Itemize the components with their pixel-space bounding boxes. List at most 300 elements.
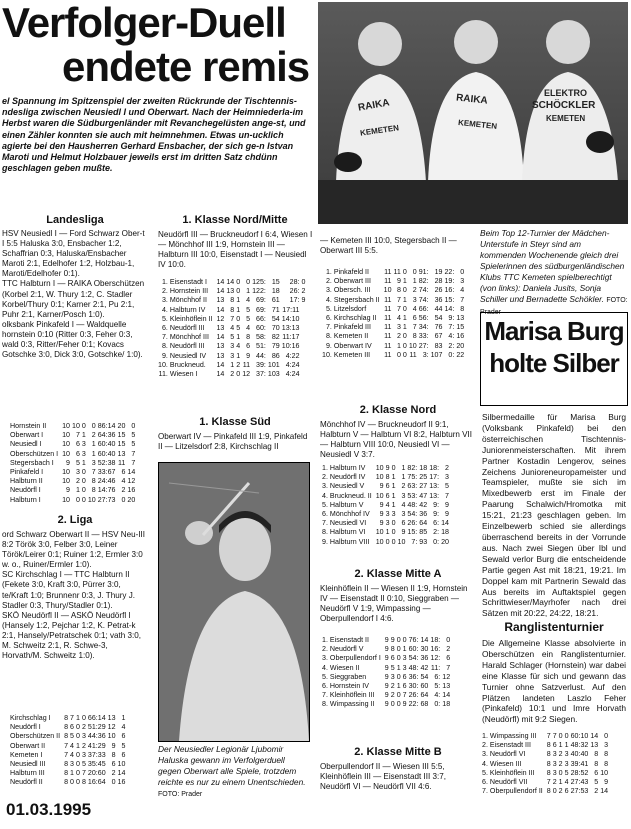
table-row — [10, 732, 127, 741]
table-cell: 64 — [419, 519, 428, 528]
klasse-mitte-a-results: Kleinhöflein II — Wiesen II 1:9, Hornstein IV — Eisenstadt II 0:10, Sieggraben — Neudörfl V 1:9, Wimpassing — Oberpullendorf I 4:6. — [320, 584, 468, 624]
table-row — [10, 723, 127, 732]
table-cell: 3 — [75, 468, 80, 477]
table-cell: 0 — [396, 654, 401, 663]
table-cell: 58: — [256, 333, 266, 342]
table-cell: 16: — [430, 645, 441, 654]
table-cell: 26: — [408, 691, 419, 700]
table-cell: 0 — [552, 787, 557, 796]
table-cell: 3 — [230, 342, 235, 351]
table-cell: 5. — [325, 304, 332, 313]
table-cell: 3 — [385, 519, 390, 528]
table-cell: 74: — [418, 286, 429, 295]
table-cell: 1. — [322, 636, 328, 644]
table-cell: 10 — [107, 732, 116, 741]
table-cell: 5 — [81, 760, 86, 769]
table-cell: 9 — [401, 528, 406, 537]
table-cell: 0 — [396, 350, 401, 359]
table-cell: 7 — [552, 732, 557, 740]
table-cell: 9 — [384, 636, 389, 644]
marisa-headline-line1: Marisa Burg — [484, 316, 624, 346]
table-cell: 48: — [408, 663, 419, 672]
table-row — [322, 314, 466, 323]
table-cell: 3 — [402, 654, 407, 663]
table-row — [322, 464, 451, 473]
table-cell: 13 — [456, 314, 465, 323]
table-cell: 0 — [75, 750, 80, 759]
table-cell: 4. — [161, 305, 168, 314]
table-cell: 6 — [552, 741, 557, 750]
table-cell: 70 — [271, 324, 280, 333]
table-cell: 103 — [267, 370, 280, 379]
table-cell: 0 — [236, 278, 241, 286]
table-cell: 83 — [434, 341, 443, 350]
table-cell: 4 — [385, 500, 390, 509]
table-cell: 4. — [325, 295, 332, 304]
shirt-text-raika-2: RAIKA — [455, 92, 489, 107]
table-cell: 7 — [546, 778, 551, 787]
table-cell: 3 — [401, 510, 406, 519]
table-cell: 6 — [121, 732, 126, 741]
table-cell: 3. — [325, 286, 332, 295]
table-cell — [302, 361, 308, 370]
table-cell: 0 — [236, 370, 241, 379]
table-cell: 6 — [121, 468, 126, 477]
table-cell: 6 — [401, 519, 406, 528]
table-cell: 60:40 — [97, 440, 116, 449]
table-cell: 0 — [236, 287, 241, 296]
table-row — [158, 315, 307, 324]
table-row — [322, 645, 452, 654]
table-row — [10, 769, 127, 778]
table-cell: 42 — [419, 500, 428, 509]
table-cell: 34: — [418, 323, 429, 332]
table-cell: 42 — [420, 663, 429, 672]
table-cell: 8 — [64, 714, 69, 722]
table-cell: Neudörfl III — [169, 342, 205, 351]
table-cell: 7. — [482, 787, 488, 796]
table-cell: 0 — [396, 645, 401, 654]
table-cell: 2 — [301, 287, 306, 296]
table-cell: 51: — [256, 342, 266, 351]
table-cell: 8. — [161, 342, 168, 351]
table-cell: 5 — [445, 482, 449, 491]
table-cell: 14 — [442, 691, 451, 700]
table-cell: 3 — [81, 750, 86, 759]
klasse-nord-results: Mönchhof IV — Bruckneudorf II 9:1, Halbturn V — Halbturn VI 8:2, Halbturn VII — Halbturn VIII 10:0, Neusiedl VI — Neusiedl V 3:7. — [320, 420, 473, 460]
table-cell: 10 — [375, 528, 384, 537]
table-row — [322, 691, 452, 700]
table-cell: 8 — [64, 723, 69, 732]
table-cell: 0: — [433, 537, 440, 546]
table-cell: 2. — [161, 287, 168, 296]
table-cell: 1 — [391, 500, 396, 509]
table-cell: 20:60 — [87, 769, 106, 778]
table-cell: 9 — [384, 691, 389, 700]
table-cell: 5. — [322, 500, 328, 509]
table-row — [10, 778, 127, 787]
table-cell: 0 — [396, 691, 401, 700]
table-cell: 7 — [75, 431, 80, 440]
table-row — [322, 323, 466, 332]
table-cell: 3. — [161, 296, 168, 305]
table-cell: 2 — [230, 370, 235, 379]
table-cell: 0 — [75, 760, 80, 769]
table-cell: 0 — [75, 723, 80, 732]
table-cell: 1 — [246, 287, 251, 296]
table-cell: 68 — [420, 700, 429, 709]
table-cell: 4 — [236, 342, 241, 351]
table-cell: 18: — [430, 636, 441, 644]
table-cell: 86:14 — [97, 422, 116, 430]
table-row — [322, 296, 466, 305]
table-cell: 3 — [396, 323, 401, 332]
table-cell: 3 — [564, 759, 569, 768]
table-cell: 0: — [434, 700, 441, 709]
table-row — [322, 332, 466, 341]
table-cell: 44: — [256, 351, 266, 360]
table-cell: 39:41 — [570, 759, 589, 768]
table-cell: 15: — [407, 528, 418, 537]
table-cell: 6 — [70, 723, 74, 732]
table-cell: 9 — [246, 351, 251, 360]
table-cell: Neudörfl II — [10, 778, 43, 787]
table-cell: 1 — [70, 769, 74, 778]
table-cell: 6: — [434, 672, 441, 681]
result-paragraph: HSV Neusiedl I — Ford Schwarz Ober-t I 5:5 Haluska 3:0, Ensbacher 1:2, Schaffrian 0:3, Haluska/Ensbacher Maroti 2:1, Edelhofer 1:2, Holzbau-1, Maroti/Edelhofer 0:1). — [2, 229, 145, 279]
table-cell: Halbturn IV — [329, 464, 366, 472]
table-cell: Hornstein II — [10, 422, 47, 430]
table-cell: 6 — [402, 682, 407, 691]
table-cell: 5 — [236, 324, 241, 333]
table-cell: 8 — [594, 750, 599, 759]
table-cell — [302, 315, 308, 324]
table-cell: 12 — [442, 672, 451, 681]
klasse-mitte-b-results: Oberpullendorf II — Wiesen III 5:5, Kleinhöflein III — Eisenstadt III 3:7, Neudörfl VI — Neudörfl VII 4:6. — [320, 762, 446, 792]
table-cell: 9 — [111, 741, 116, 750]
table-cell: 1 — [236, 351, 241, 360]
table-cell: 93 — [419, 537, 428, 546]
table-cell: 4: — [448, 332, 455, 341]
table-cell: 2: — [448, 341, 455, 350]
table-cell: 1 — [236, 296, 241, 305]
table-cell: 8 — [64, 778, 69, 787]
table-cell: 4 — [246, 296, 251, 305]
table-cell — [302, 306, 308, 315]
table-cell: 4 — [564, 778, 569, 787]
table-cell: 9 — [379, 500, 384, 509]
table-cell: 3 — [564, 750, 569, 759]
table-cell: 37: — [256, 370, 266, 379]
table-cell: 1 — [401, 473, 406, 482]
table-cell: 2 — [412, 286, 417, 295]
table-cell: 17:11 — [282, 305, 300, 314]
table-row — [10, 486, 137, 495]
table-cell: 1 — [401, 464, 406, 472]
intro-text: el Spannung im Spitzenspiel der zweiten Rückrunde der Tischtennis-ndesliga zwischen Neusiedl I und Oberwart. Nach der Heimniederla-im Herbst waren die Südburgenländer mit Revanchegelüsten ange-st, und einen Zähler konnten sie auch mit heimnehmen. Etwas un-ucklich agierte bei den Hausherren Gerhard Ensbacher, der sich ge-n Istvan Maroti und Helmut Holzbauer jeweils erst im dritten Satz chdünn geschlagen geben mußte. — [2, 96, 306, 174]
table-cell: 8 — [604, 750, 609, 759]
table-cell: 3 — [91, 458, 96, 467]
table-cell: 7. — [322, 691, 328, 700]
caption-text: Beim Top 12-Turnier der Mädchen-Unterstufe in Steyr sind am kommenden Wochenende gleich drei Spielerinnen des südburgenländischen Klubs TTC Kemeten spielberechtigt (von links): Daniela Jusits, Sonja Schiller und Bernadette Schökler. — [480, 228, 625, 304]
table-cell: 9 — [396, 277, 401, 286]
klasse-mitte-b-title: 2. Klasse Mitte B — [354, 746, 442, 758]
table-cell: 36: — [408, 672, 419, 681]
table-cell: 7: — [411, 537, 418, 546]
table-cell: 11: — [430, 663, 441, 672]
table-cell: 122: — [252, 287, 266, 296]
table-cell: 14 — [216, 360, 225, 369]
table-cell: 0 — [75, 769, 80, 778]
table-cell: 5 — [246, 314, 251, 323]
table-cell: 4 — [401, 500, 406, 509]
table-cell: 6. — [161, 324, 168, 333]
table-cell: 7 — [230, 314, 235, 323]
table-cell: 14 — [226, 278, 235, 286]
table-cell: 0 — [396, 700, 401, 709]
table-cell: 11 — [118, 458, 126, 467]
table-cell: 10 — [375, 537, 384, 546]
table-row — [322, 538, 451, 547]
table-cell: 7 — [445, 491, 449, 500]
table-cell: 2 — [81, 723, 86, 732]
table-cell: 3 — [552, 750, 557, 759]
table-cell: 0 — [396, 636, 401, 644]
table-cell: 0 — [236, 314, 241, 323]
table-cell: 18 — [271, 287, 280, 296]
table-cell: 19: — [444, 277, 455, 286]
table-cell: 10 — [600, 768, 609, 777]
table-cell: 28: — [289, 278, 300, 286]
table-cell: 6 — [385, 482, 390, 491]
table-cell: 75: — [407, 473, 418, 482]
table-cell: Oberwart IV — [333, 341, 372, 350]
table-row — [158, 306, 307, 315]
table-cell: 0 — [558, 732, 563, 740]
table-cell: 2 — [390, 682, 395, 691]
table-row — [10, 440, 137, 449]
table-cell: 11 — [384, 350, 392, 359]
table-cell: 12 — [127, 477, 136, 486]
table-cell: 3 — [552, 759, 557, 768]
table-cell: 54: — [407, 510, 418, 519]
table-cell: 85 — [419, 528, 428, 537]
table-cell: 10. — [158, 360, 168, 369]
table-cell: 0 — [131, 422, 136, 430]
table-cell: 6 — [402, 672, 407, 681]
table-cell: 0 — [111, 778, 116, 787]
table-cell: Wimpassing II — [329, 700, 375, 709]
klasse-mitte-a-title: 2. Klasse Mitte A — [354, 568, 442, 580]
table-cell: 1 — [81, 431, 86, 440]
table-cell: 0 — [402, 304, 407, 313]
table-cell: 14 — [590, 732, 599, 740]
table-row — [322, 342, 466, 351]
table-cell: 0 — [391, 519, 396, 528]
table-cell: 11 — [384, 314, 392, 323]
table-cell: 6 — [412, 314, 417, 323]
table-cell: 22 — [456, 350, 465, 359]
table-cell: Neusiedl V — [329, 482, 365, 491]
table-cell: 3 — [230, 351, 235, 360]
table-cell: 2 — [445, 464, 449, 472]
table-row — [10, 477, 137, 486]
table-cell: 5 — [131, 431, 136, 440]
table-cell: 13: — [429, 482, 440, 491]
table-cell: Stegersbach II — [333, 295, 380, 304]
table-cell: Neudörfl VI — [489, 750, 526, 759]
table-cell: 27:43 — [570, 778, 589, 787]
table-cell: 5 — [131, 440, 136, 449]
table-cell: 3 — [81, 449, 86, 458]
klasse-nord-mitte-title: 1. Klasse Nord/Mitte — [182, 214, 288, 226]
table-cell — [302, 324, 308, 333]
table-cell: 1. — [325, 268, 332, 276]
table-cell: 3 — [70, 760, 74, 769]
table-cell: 9. — [161, 351, 168, 360]
table-cell: 64 — [420, 691, 429, 700]
shirt-text-kemeten-2: KEMETEN — [457, 117, 498, 132]
publication-date: 01.03.1995 — [6, 800, 92, 819]
table-cell: 16:64 — [87, 778, 106, 787]
table-cell: 8 — [546, 759, 551, 768]
table-cell: 7 — [81, 769, 86, 778]
table-cell: 8 — [91, 477, 96, 486]
table-cell: 20 — [127, 495, 136, 504]
table-cell: 125: — [252, 278, 266, 286]
table-row — [158, 287, 307, 296]
table-cell: 10 — [408, 341, 417, 350]
table-cell: 20 — [456, 341, 465, 350]
table-row — [482, 741, 610, 750]
table-cell: 2 — [594, 787, 599, 796]
table-row — [482, 760, 610, 769]
klasse-sued-results: Oberwart IV — Pinkafeld III 1:9, Pinkafeld II — Litzelsdorf 2:8, Kirchschlag II — [158, 432, 308, 452]
table-cell: 2 — [111, 769, 116, 778]
table-cell: 4 — [396, 314, 401, 323]
table-cell: 14:76 — [97, 486, 116, 495]
table-cell: 0 — [391, 528, 396, 537]
table-cell: Oberschützen II — [10, 732, 61, 741]
table-cell: 1 — [402, 323, 407, 332]
table-cell: Sieggraben — [329, 672, 367, 681]
table-cell: 9 — [379, 482, 384, 491]
table-cell: 0 — [301, 278, 306, 286]
table-cell: 1 — [91, 449, 96, 458]
table-cell: 16 — [456, 332, 465, 341]
table-cell: 6. — [325, 314, 332, 323]
table-cell: Eisenstadt II — [329, 636, 369, 644]
table-cell: 9 — [384, 700, 389, 709]
table-cell: 4 — [460, 286, 465, 295]
table-cell: 4. — [482, 759, 488, 768]
table-cell: 14 — [127, 468, 136, 477]
table-cell: 3 — [401, 491, 406, 500]
table-cell: Kleinhöflein III — [489, 768, 535, 777]
table-cell: 5. — [482, 768, 488, 777]
table-cell: 7 — [446, 663, 451, 672]
table-cell: 9: — [448, 314, 455, 323]
table-row — [158, 342, 307, 351]
table-row — [482, 787, 610, 796]
result-paragraph: TTC Halbturn I — RAIKA Oberschützen (Korbel 2:1, W. Thury 1:2, C. Stadler Korbel/Thury 0:1; Karner 2:1, Pu 2:1, Puhr 2:1, Karner/Posch 1:0). — [2, 279, 145, 319]
table-cell: Neusiedl VI — [329, 519, 367, 528]
table-row — [322, 528, 451, 537]
table-cell: 1 — [385, 528, 390, 537]
table-cell: 60: — [256, 324, 266, 333]
table-cell: 3 — [445, 473, 449, 482]
headline-line2: endete remis — [62, 43, 310, 90]
table-cell: 0 — [75, 778, 80, 787]
table-cell: 10 — [62, 422, 70, 430]
table-cell: 6 — [446, 654, 451, 663]
table-cell: 5 — [594, 778, 599, 787]
table-cell: 74: — [418, 295, 429, 304]
table-row — [322, 268, 466, 277]
table-cell: 8 — [604, 759, 609, 768]
table-row — [322, 351, 466, 360]
table-cell: 13 — [107, 714, 116, 722]
table-cell: 3 — [81, 732, 86, 741]
table-cell: Kemeten II — [333, 332, 369, 341]
table-cell: 8 — [91, 486, 96, 495]
table-cell: 17: — [289, 296, 300, 305]
table-cell: 7 — [460, 295, 465, 304]
table-row — [322, 492, 451, 501]
table-cell: Eisenstadt III — [489, 741, 531, 750]
table-cell: 3 — [391, 510, 396, 519]
table-cell: 18 — [419, 464, 428, 472]
table-cell: 0 — [391, 464, 396, 472]
table-cell: 6. — [482, 778, 488, 787]
table-cell: 0 — [412, 268, 417, 276]
table-cell: 1 — [75, 714, 80, 722]
table-cell — [302, 342, 308, 351]
table-cell: 8. — [322, 528, 328, 537]
table-cell: 36 — [434, 295, 443, 304]
table-row — [10, 742, 127, 751]
table-row — [10, 422, 137, 431]
table-cell: 33:67 — [97, 468, 116, 477]
table-cell: 7 — [131, 458, 136, 467]
table-cell: Wiesen I — [169, 370, 198, 379]
table-cell: 54: — [408, 654, 419, 663]
table-cell: 4 — [121, 723, 126, 732]
table-cell: 107 — [430, 350, 443, 359]
table-cell: 1 — [121, 714, 126, 722]
table-cell: 76: — [408, 636, 419, 644]
table-cell: 8 — [594, 759, 599, 768]
table-cell: 14 — [600, 787, 609, 796]
table-row — [322, 305, 466, 314]
shirt-text-elektro: ELEKTRO — [544, 88, 588, 98]
table-cell: 11 — [384, 323, 392, 332]
table-cell: 9 — [379, 519, 384, 528]
rangliste-table — [482, 732, 610, 796]
table-cell: 14 — [216, 370, 225, 379]
table-cell: 12 — [107, 723, 116, 732]
table-cell: 16 — [127, 486, 136, 495]
table-cell: 26: — [407, 519, 418, 528]
table-cell: 11 — [384, 304, 392, 313]
table-row — [322, 700, 452, 709]
table-cell: 4 — [230, 324, 235, 333]
table-cell: 0 — [75, 732, 80, 741]
table-cell: 15: — [444, 295, 455, 304]
table-row — [10, 450, 137, 459]
table-cell: 15 — [117, 440, 126, 449]
player-photo-drawing — [159, 463, 309, 741]
